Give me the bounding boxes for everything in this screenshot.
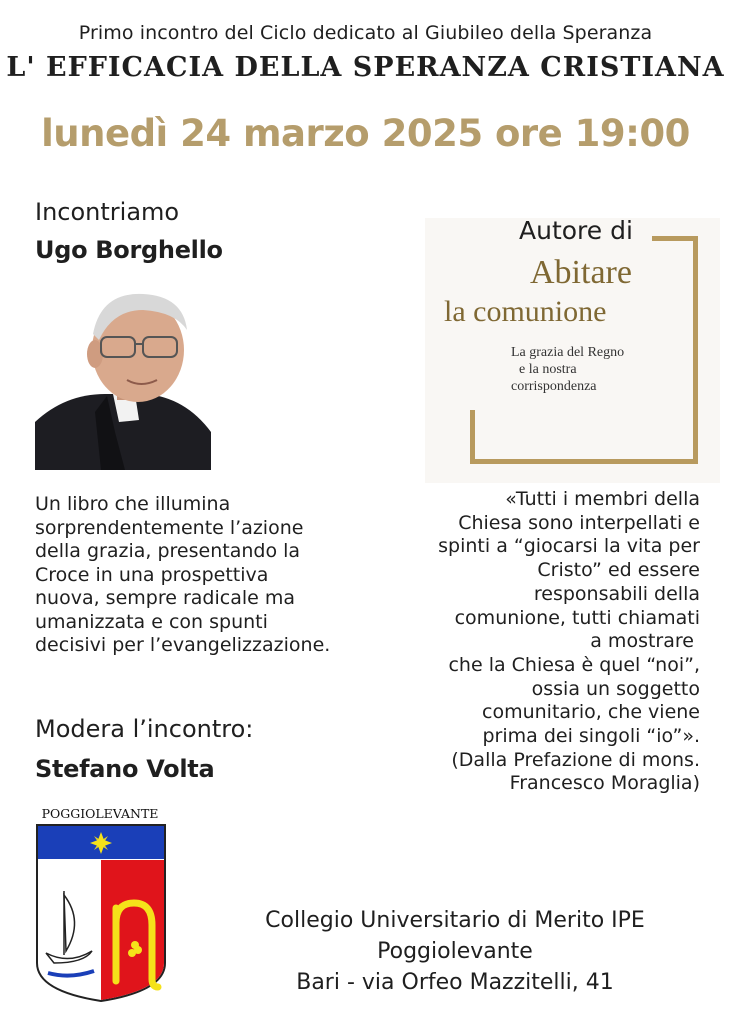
venue-address: Bari - via Orfeo Mazzitelli, 41	[296, 970, 614, 995]
description-line: Croce in una prospettiva	[35, 563, 269, 586]
book-frame-left	[470, 410, 475, 464]
quote-line: prima dei singoli “io”».	[482, 725, 700, 748]
description-line: umanizzata e con spunti	[35, 610, 268, 633]
moderator-label: Modera l’incontro:	[35, 715, 254, 743]
event-title: L' EFFICACIA DELLA SPERANZA CRISTIANA	[6, 52, 725, 83]
quote-line: (Dalla Prefazione di mons.	[451, 748, 700, 771]
description-line: decisivi per l’evangelizzazione.	[35, 634, 331, 656]
book-title-line2: la comunione	[444, 295, 607, 328]
book-subtitle-line: corrispondenza	[511, 379, 597, 394]
book-title-line1: Abitare	[530, 254, 632, 291]
event-date: lunedì 24 marzo 2025 ore 19:00	[41, 112, 690, 155]
description-line: Un libro che illumina	[35, 493, 231, 515]
quote-line: comunione, tutti chiamati	[454, 606, 700, 629]
book-description	[35, 493, 405, 658]
quote-line: ossia un soggetto	[531, 677, 700, 700]
preface-quote	[392, 488, 700, 796]
book-subtitle	[511, 344, 661, 395]
book-subtitle-line: e la nostra	[519, 362, 577, 377]
quote-line: spinti a “giocarsi la vita per	[438, 535, 700, 558]
quote-line: che la Chiesa è quel “noi”,	[448, 653, 700, 676]
speaker-intro: Incontriamo	[35, 198, 180, 226]
description-line: nuova, sempre radicale ma	[35, 587, 295, 609]
description-line: della grazia, presentando la	[35, 540, 301, 562]
portrait-image	[35, 282, 211, 470]
quote-line: a mostrare	[590, 630, 700, 653]
crest-label: POGGIOLEVANTE	[41, 806, 159, 821]
quote-line: Chiesa sono interpellati e	[458, 511, 700, 534]
venue-name: Collegio Universitario di Merito IPE	[265, 908, 645, 933]
venue-place: Poggiolevante	[377, 939, 533, 964]
author-of-label: Autore di	[519, 216, 633, 245]
speaker-photo	[35, 282, 211, 470]
venue-info	[190, 905, 720, 998]
poggiolevante-crest	[34, 803, 174, 1003]
book-subtitle-line: La grazia del Regno	[511, 345, 625, 360]
quote-line: responsabili della	[533, 582, 700, 605]
quote-line: Cristo” ed essere	[537, 559, 700, 582]
quote-line: Francesco Moraglia)	[509, 772, 700, 795]
quote-line: comunitario, che viene	[482, 701, 700, 724]
intro-text: Primo incontro del Ciclo dedicato al Giubileo della Speranza	[78, 22, 653, 44]
description-line: sorprendentemente l’azione	[35, 516, 304, 539]
speaker-name: Ugo Borghello	[35, 236, 223, 264]
quote-line: «Tutti i membri della	[505, 488, 700, 510]
crest-icon	[34, 803, 174, 1003]
book-frame-top	[652, 236, 698, 241]
moderator-name: Stefano Volta	[35, 755, 215, 783]
